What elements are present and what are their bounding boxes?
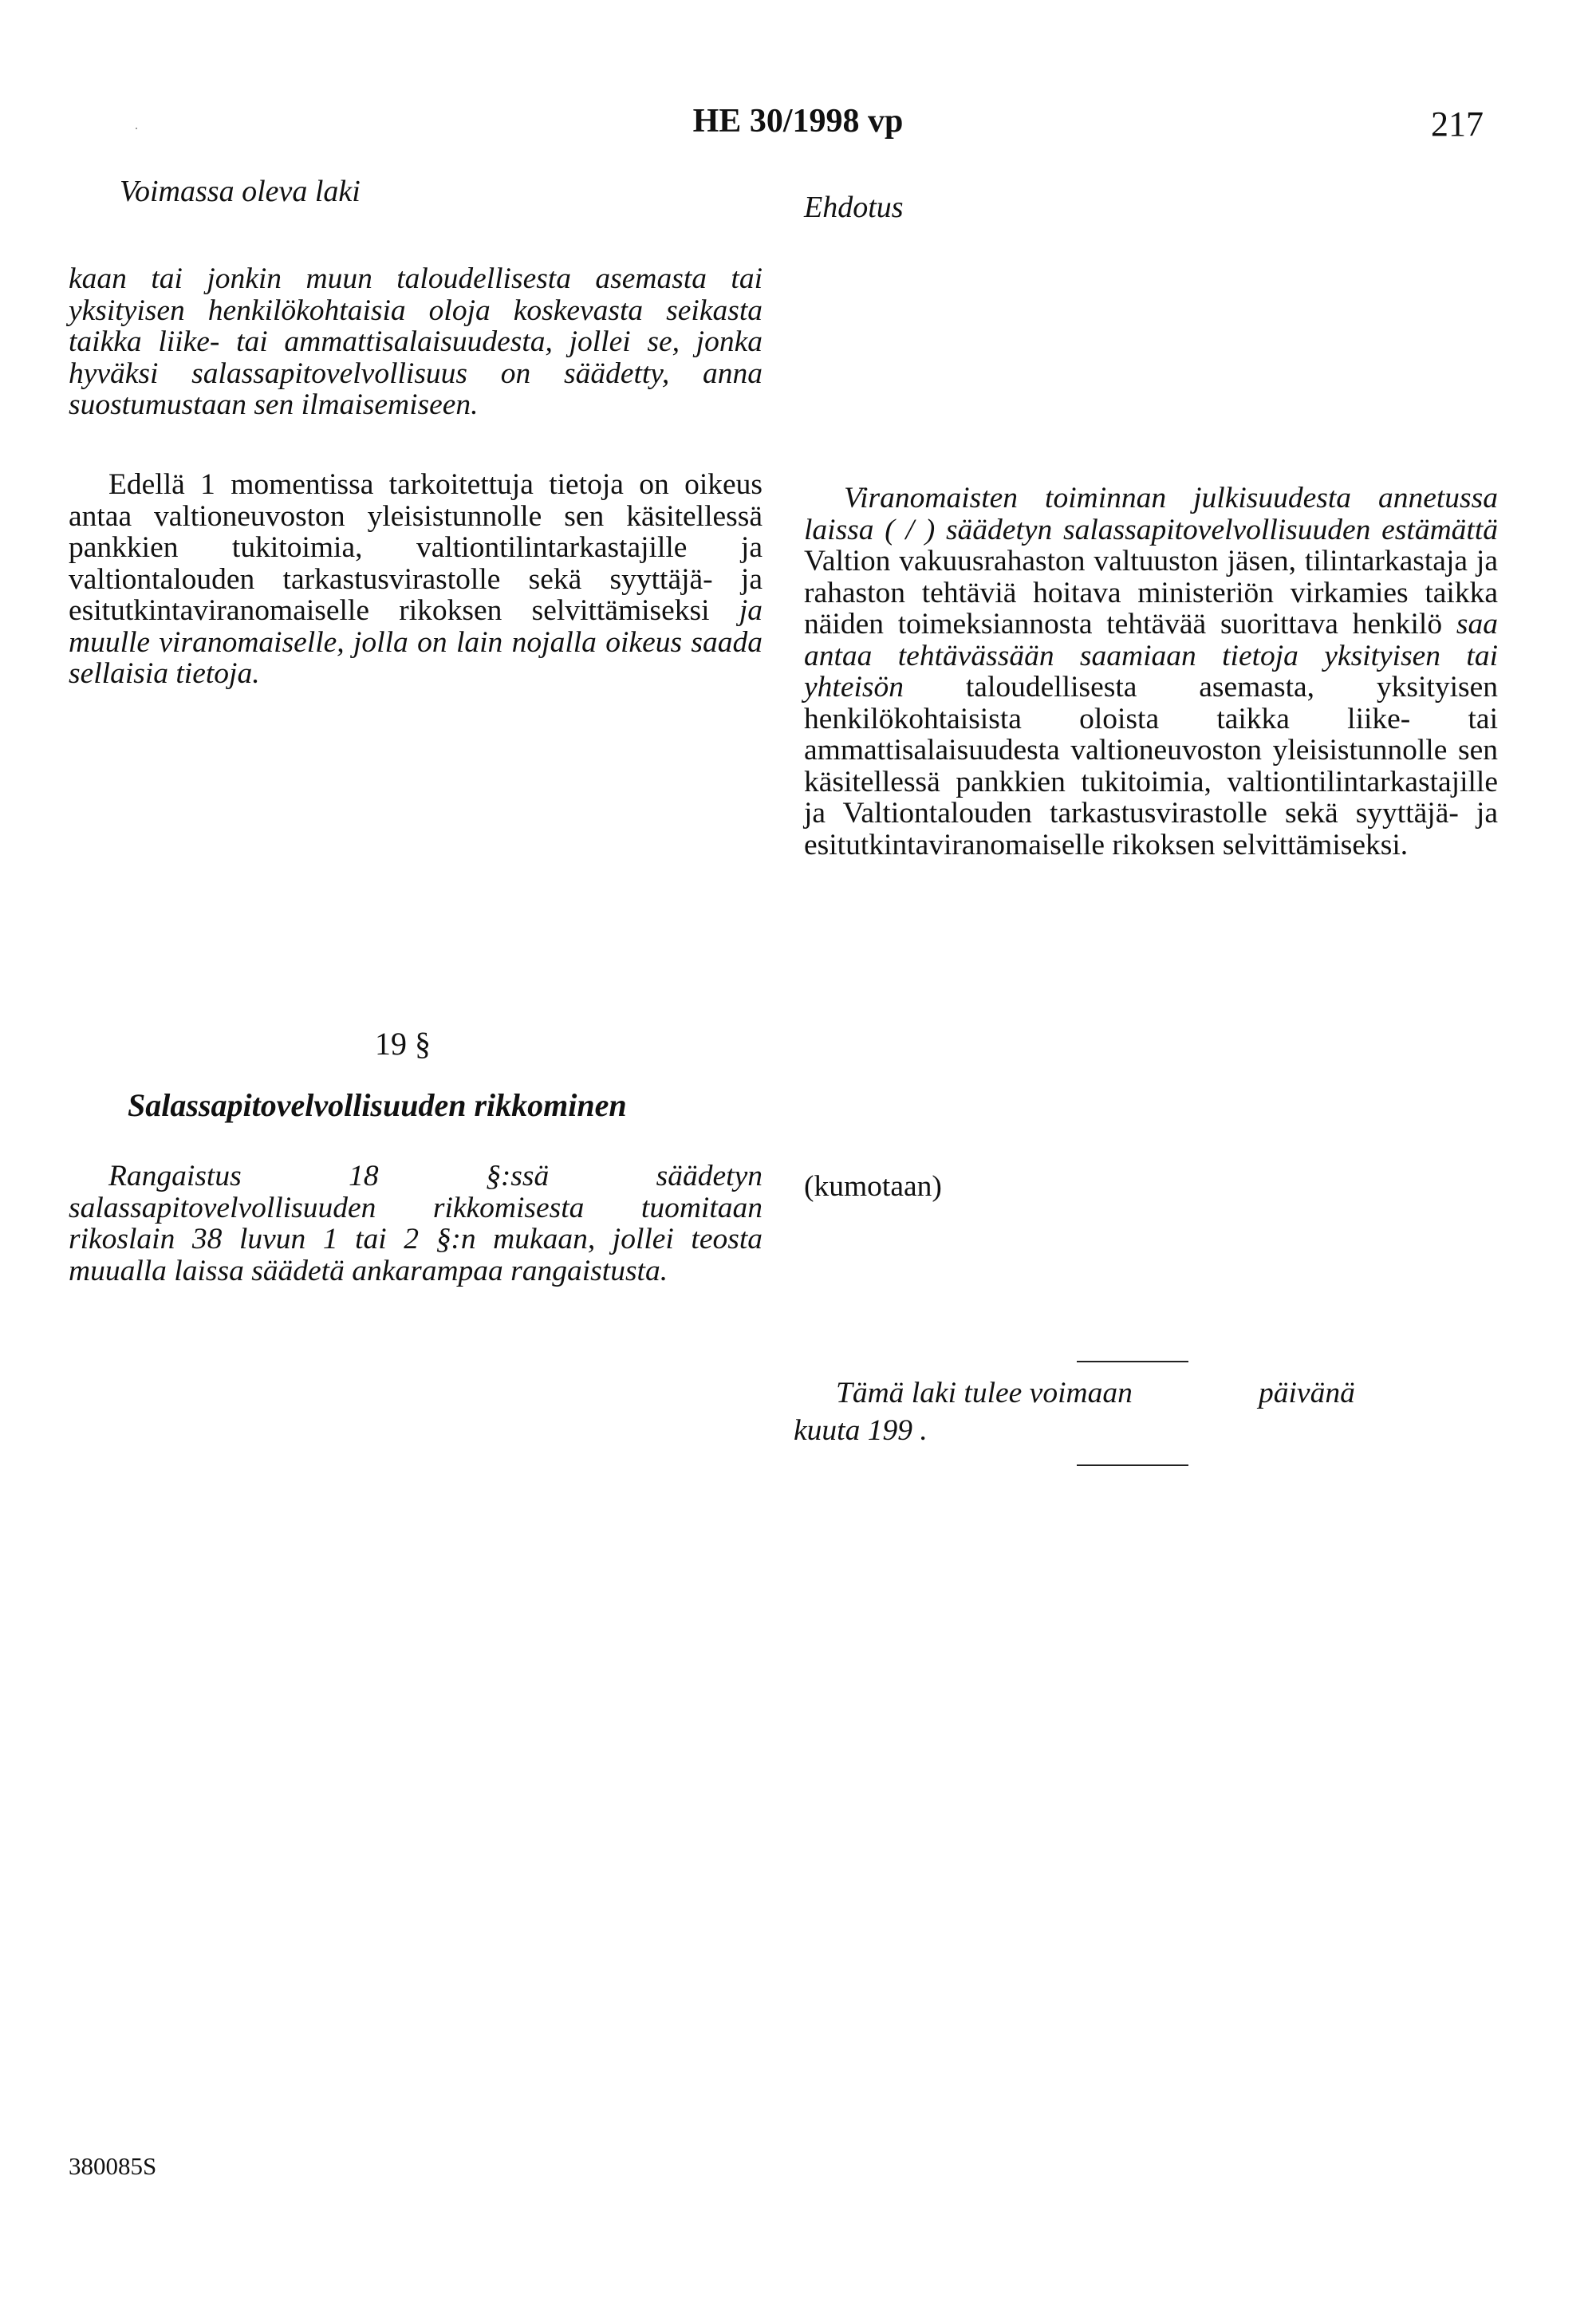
left-paragraph-2-regular: Edellä 1 momentissa tarkoitettuja tietoja on oikeus antaa valtioneuvoston yleisistunnolle sen käsitellessä pankkien tukitoimia, valtiontilintarkastajille ja valtiontalouden tarkastusvirastolle sekä syyttäjä- ja esitutkintaviranomaiselle rikoksen selvittämiseksi bbox=[69, 468, 763, 627]
document-header-title: HE 30/1998 vp bbox=[692, 103, 904, 140]
left-paragraph-3: Rangaistus 18 §:ssä säädetyn salassapitovelvollisuuden rikkomisesta tuomitaan rikoslain 38 luvun 1 tai 2 §:n mukaan, jollei teosta muualla laissa säädetä ankarampaa rangaistusta. bbox=[69, 1160, 763, 1287]
section-number: 19 § bbox=[375, 1026, 431, 1062]
right-paragraph-1 bbox=[804, 483, 1498, 861]
section-title: Salassapitovelvollisuuden rikkominen bbox=[128, 1087, 627, 1123]
separator-rule-bottom bbox=[1077, 1464, 1188, 1466]
left-column-heading: Voimassa oleva laki bbox=[120, 175, 361, 208]
right-paragraph-1-regular-b: taloudellisesta asemasta, yksityisen henkilökohtaisista oloista taikka liike- tai ammattisalaisuudesta valtioneuvoston yleisistunnolle sen käsitellessä pankkien tukitoimia, valtiontilintarkastajille ja Valtiontalouden tarkastusvirastolle sekä syyttäjä- ja esitutkintaviranomaiselle rikoksen selvittämiseksi. bbox=[804, 671, 1498, 861]
left-paragraph-2 bbox=[69, 469, 763, 690]
entry-into-force-part-1: Tämä laki tulee voimaan bbox=[836, 1377, 1133, 1409]
entry-into-force-part-3: kuuta 199 . bbox=[794, 1414, 928, 1447]
footer-code: 380085S bbox=[69, 2152, 157, 2180]
right-paragraph-1-italic-a: Viranomaisten toiminnan julkisuudesta annetussa laissa ( / ) säädetyn salassapitovelvollisuuden estämättä bbox=[804, 482, 1498, 546]
page-number: 217 bbox=[1431, 104, 1484, 144]
separator-rule-top bbox=[1077, 1361, 1188, 1362]
right-paragraph-1-italic-b: saa antaa tehtävässään saamiaan tietoja yksityisen tai yhteisön bbox=[804, 608, 1498, 704]
right-column-heading: Ehdotus bbox=[804, 191, 904, 224]
right-paragraph-1-regular-a: Valtion vakuusrahaston valtuuston jäsen, tilintarkastaja ja rahaston tehtäviä hoitava ministeriön virkamies taikka näiden toimeksiannosta tehtävää suorittava henkilö bbox=[804, 545, 1498, 641]
repealed-note: (kumotaan) bbox=[804, 1170, 942, 1203]
entry-into-force-part-2: päivänä bbox=[1259, 1377, 1355, 1409]
left-paragraph-2-italic: ja muulle viranomaiselle, jolla on lain nojalla oikeus saada sellaisia tietoja. bbox=[69, 594, 763, 690]
left-paragraph-1: kaan tai jonkin muun taloudellisesta asemasta tai yksityisen henkilökohtaisia oloja koskevasta seikasta taikka liike- tai ammattisalaisuudesta, jollei se, jonka hyväksi salassapitovelvollisuus on säädetty, anna suostumustaan sen ilmaisemiseen. bbox=[69, 262, 763, 421]
